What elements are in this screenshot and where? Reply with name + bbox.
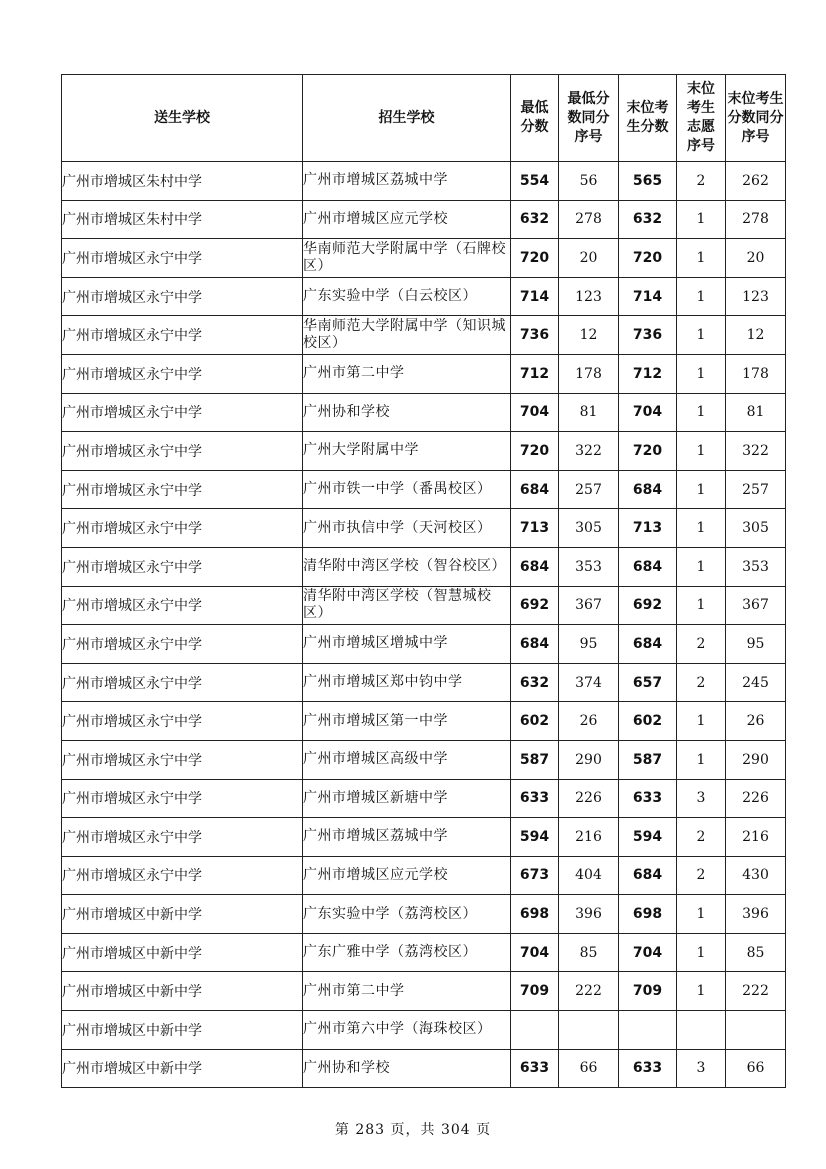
cell-sending-school: 广州市增城区朱村中学: [62, 200, 303, 239]
cell-admitting-school: 广州市增城区荔城中学: [303, 818, 511, 857]
cell-sending-school: 广州市增城区朱村中学: [62, 162, 303, 201]
cell-min-score-rank: 290: [559, 740, 619, 779]
table-row: [62, 393, 786, 432]
cell-last-score: 720: [619, 432, 677, 471]
cell-min-score: 554: [511, 162, 559, 201]
cell-min-score: 587: [511, 740, 559, 779]
cell-last-score-rank: 322: [726, 432, 786, 471]
cell-last-score-rank: 245: [726, 663, 786, 702]
cell-admitting-school: 广州市增城区高级中学: [303, 740, 511, 779]
cell-min-score: 704: [511, 393, 559, 432]
cell-last-score-rank: 290: [726, 740, 786, 779]
cell-last-choice-no: 2: [677, 162, 726, 201]
cell-last-choice-no: 1: [677, 740, 726, 779]
table-row: [62, 200, 786, 239]
cell-admitting-school: 广州市第二中学: [303, 354, 511, 393]
cell-admitting-school: 广州市增城区应元学校: [303, 200, 511, 239]
cell-min-score-rank: 374: [559, 663, 619, 702]
cell-min-score-rank: 404: [559, 856, 619, 895]
table-row: [62, 547, 786, 586]
cell-min-score: 673: [511, 856, 559, 895]
cell-admitting-school: 广州协和学校: [303, 393, 511, 432]
cell-min-score-rank: 85: [559, 933, 619, 972]
cell-sending-school: 广州市增城区永宁中学: [62, 547, 303, 586]
cell-admitting-school: 广东实验中学（荔湾校区）: [303, 895, 511, 934]
cell-last-score: 720: [619, 239, 677, 278]
table-row: [62, 972, 786, 1011]
cell-last-score-rank: 12: [726, 316, 786, 355]
cell-sending-school: 广州市增城区永宁中学: [62, 818, 303, 857]
cell-last-score: 565: [619, 162, 677, 201]
table-row: [62, 856, 786, 895]
table-row: [62, 239, 786, 278]
cell-last-choice-no: 1: [677, 200, 726, 239]
cell-sending-school: 广州市增城区永宁中学: [62, 432, 303, 471]
cell-last-score-rank: 430: [726, 856, 786, 895]
cell-admitting-school: 广东广雅中学（荔湾校区）: [303, 933, 511, 972]
cell-last-score-rank: 278: [726, 200, 786, 239]
cell-min-score: 736: [511, 316, 559, 355]
header-admitting-school: 招生学校: [303, 75, 511, 162]
cell-min-score-rank: 257: [559, 470, 619, 509]
cell-last-score: 704: [619, 933, 677, 972]
cell-last-choice-no: 1: [677, 972, 726, 1011]
cell-last-score: 712: [619, 354, 677, 393]
cell-last-score: 698: [619, 895, 677, 934]
cell-min-score-rank: 26: [559, 702, 619, 741]
cell-last-score: 684: [619, 625, 677, 664]
cell-last-score-rank: 26: [726, 702, 786, 741]
cell-sending-school: 广州市增城区永宁中学: [62, 625, 303, 664]
cell-min-score-rank: 56: [559, 162, 619, 201]
cell-min-score-rank: 20: [559, 239, 619, 278]
cell-min-score: 712: [511, 354, 559, 393]
cell-last-score-rank: 81: [726, 393, 786, 432]
header-last-choice-no: 末位 考生 志愿 序号: [677, 75, 726, 162]
cell-admitting-school: 广州市增城区第一中学: [303, 702, 511, 741]
cell-last-choice-no: 2: [677, 625, 726, 664]
cell-last-score-rank: 216: [726, 818, 786, 857]
cell-last-score: 602: [619, 702, 677, 741]
cell-admitting-school: 广州市增城区新塘中学: [303, 779, 511, 818]
cell-last-score: 692: [619, 586, 677, 625]
header-sending-school: 送生学校: [62, 75, 303, 162]
cell-last-choice-no: 1: [677, 895, 726, 934]
cell-last-choice-no: 2: [677, 856, 726, 895]
cell-sending-school: 广州市增城区永宁中学: [62, 856, 303, 895]
cell-min-score-rank: 95: [559, 625, 619, 664]
cell-last-score: 594: [619, 818, 677, 857]
cell-admitting-school: 广州市增城区郑中钧中学: [303, 663, 511, 702]
table-row: [62, 432, 786, 471]
cell-last-choice-no: 3: [677, 1049, 726, 1088]
cell-last-choice-no: 1: [677, 702, 726, 741]
cell-min-score-rank: 226: [559, 779, 619, 818]
cell-min-score: 714: [511, 277, 559, 316]
cell-last-score: 709: [619, 972, 677, 1011]
table-header-row: [62, 75, 786, 162]
page-number-footer: 第 283 页，共 304 页: [334, 1122, 492, 1138]
cell-last-score: 657: [619, 663, 677, 702]
cell-min-score: 633: [511, 1049, 559, 1088]
cell-last-score-rank: [726, 1011, 786, 1050]
cell-admitting-school: 华南师范大学附属中学（石牌校区）: [303, 239, 511, 278]
cell-min-score-rank: 396: [559, 895, 619, 934]
cell-last-score: 684: [619, 470, 677, 509]
cell-min-score-rank: 216: [559, 818, 619, 857]
cell-last-score-rank: 95: [726, 625, 786, 664]
cell-min-score: 698: [511, 895, 559, 934]
cell-last-choice-no: 1: [677, 316, 726, 355]
table-row: [62, 509, 786, 548]
cell-sending-school: 广州市增城区中新中学: [62, 1011, 303, 1050]
table-row: [62, 1049, 786, 1088]
cell-sending-school: 广州市增城区永宁中学: [62, 316, 303, 355]
cell-last-score: 633: [619, 1049, 677, 1088]
cell-last-score: 684: [619, 547, 677, 586]
cell-admitting-school: 广州市增城区增城中学: [303, 625, 511, 664]
cell-last-score-rank: 305: [726, 509, 786, 548]
cell-admitting-school: 广东实验中学（白云校区）: [303, 277, 511, 316]
cell-last-choice-no: 2: [677, 818, 726, 857]
cell-min-score: 594: [511, 818, 559, 857]
cell-sending-school: 广州市增城区永宁中学: [62, 740, 303, 779]
cell-last-score-rank: 367: [726, 586, 786, 625]
cell-last-choice-no: 2: [677, 663, 726, 702]
table-row: [62, 277, 786, 316]
table-row: [62, 625, 786, 664]
header-last-score-rank: 末位考生 分数同分 序号: [726, 75, 786, 162]
table-row: [62, 1011, 786, 1050]
cell-min-score: 692: [511, 586, 559, 625]
cell-min-score-rank: 305: [559, 509, 619, 548]
header-min-score-rank: 最低分 数同分 序号: [559, 75, 619, 162]
cell-min-score-rank: 81: [559, 393, 619, 432]
cell-admitting-school: 清华附中湾区学校（智谷校区）: [303, 547, 511, 586]
cell-sending-school: 广州市增城区永宁中学: [62, 470, 303, 509]
table-row: [62, 586, 786, 625]
admission-score-table: [61, 74, 786, 1088]
cell-sending-school: 广州市增城区永宁中学: [62, 239, 303, 278]
cell-min-score: [511, 1011, 559, 1050]
cell-last-score: 587: [619, 740, 677, 779]
cell-admitting-school: 广州协和学校: [303, 1049, 511, 1088]
table-row: [62, 740, 786, 779]
cell-admitting-school: 广州大学附属中学: [303, 432, 511, 471]
cell-min-score: 709: [511, 972, 559, 1011]
cell-min-score-rank: 367: [559, 586, 619, 625]
cell-last-score-rank: 66: [726, 1049, 786, 1088]
cell-min-score: 684: [511, 547, 559, 586]
cell-last-choice-no: 1: [677, 547, 726, 586]
cell-min-score-rank: 322: [559, 432, 619, 471]
cell-last-choice-no: 1: [677, 277, 726, 316]
cell-last-choice-no: 1: [677, 586, 726, 625]
cell-sending-school: 广州市增城区中新中学: [62, 1049, 303, 1088]
cell-min-score: 684: [511, 625, 559, 664]
header-min-score: 最低 分数: [511, 75, 559, 162]
cell-sending-school: 广州市增城区永宁中学: [62, 663, 303, 702]
cell-last-score: 684: [619, 856, 677, 895]
cell-last-score: 704: [619, 393, 677, 432]
cell-admitting-school: 广州市铁一中学（番禺校区）: [303, 470, 511, 509]
table-row: [62, 470, 786, 509]
cell-admitting-school: 广州市执信中学（天河校区）: [303, 509, 511, 548]
cell-admitting-school: 广州市第六中学（海珠校区）: [303, 1011, 511, 1050]
cell-sending-school: 广州市增城区中新中学: [62, 895, 303, 934]
cell-admitting-school: 清华附中湾区学校（智慧城校区）: [303, 586, 511, 625]
table-row: [62, 933, 786, 972]
cell-min-score-rank: [559, 1011, 619, 1050]
cell-min-score-rank: 278: [559, 200, 619, 239]
cell-last-score: 632: [619, 200, 677, 239]
table-body: [62, 162, 786, 1088]
table-row: [62, 818, 786, 857]
cell-last-score-rank: 85: [726, 933, 786, 972]
cell-last-choice-no: 1: [677, 470, 726, 509]
table-row: [62, 895, 786, 934]
cell-sending-school: 广州市增城区永宁中学: [62, 277, 303, 316]
cell-last-score-rank: 353: [726, 547, 786, 586]
cell-min-score-rank: 12: [559, 316, 619, 355]
cell-sending-school: 广州市增城区永宁中学: [62, 779, 303, 818]
cell-last-score: [619, 1011, 677, 1050]
cell-last-score-rank: 222: [726, 972, 786, 1011]
table-row: [62, 663, 786, 702]
cell-last-choice-no: 1: [677, 509, 726, 548]
cell-last-score: 633: [619, 779, 677, 818]
cell-sending-school: 广州市增城区中新中学: [62, 933, 303, 972]
cell-admitting-school: 广州市第二中学: [303, 972, 511, 1011]
cell-min-score: 633: [511, 779, 559, 818]
cell-min-score: 632: [511, 663, 559, 702]
cell-sending-school: 广州市增城区永宁中学: [62, 393, 303, 432]
cell-last-choice-no: 1: [677, 393, 726, 432]
cell-last-choice-no: 1: [677, 354, 726, 393]
cell-last-choice-no: 1: [677, 933, 726, 972]
cell-admitting-school: 华南师范大学附属中学（知识城校区）: [303, 316, 511, 355]
cell-last-score-rank: 396: [726, 895, 786, 934]
table-row: [62, 162, 786, 201]
cell-min-score: 684: [511, 470, 559, 509]
cell-min-score: 720: [511, 432, 559, 471]
cell-last-choice-no: 3: [677, 779, 726, 818]
cell-admitting-school: 广州市增城区应元学校: [303, 856, 511, 895]
table-row: [62, 316, 786, 355]
cell-sending-school: 广州市增城区中新中学: [62, 972, 303, 1011]
cell-admitting-school: 广州市增城区荔城中学: [303, 162, 511, 201]
table-row: [62, 702, 786, 741]
cell-last-score-rank: 20: [726, 239, 786, 278]
cell-last-choice-no: 1: [677, 239, 726, 278]
cell-last-score-rank: 257: [726, 470, 786, 509]
cell-min-score: 602: [511, 702, 559, 741]
cell-min-score-rank: 222: [559, 972, 619, 1011]
header-last-score: 末位考 生分数: [619, 75, 677, 162]
cell-sending-school: 广州市增城区永宁中学: [62, 509, 303, 548]
cell-sending-school: 广州市增城区永宁中学: [62, 702, 303, 741]
cell-last-score: 713: [619, 509, 677, 548]
cell-last-score-rank: 178: [726, 354, 786, 393]
cell-sending-school: 广州市增城区永宁中学: [62, 586, 303, 625]
cell-min-score-rank: 353: [559, 547, 619, 586]
cell-min-score-rank: 178: [559, 354, 619, 393]
table-row: [62, 779, 786, 818]
cell-last-score-rank: 226: [726, 779, 786, 818]
cell-last-score: 714: [619, 277, 677, 316]
cell-min-score: 720: [511, 239, 559, 278]
cell-last-score: 736: [619, 316, 677, 355]
cell-sending-school: 广州市增城区永宁中学: [62, 354, 303, 393]
cell-min-score: 704: [511, 933, 559, 972]
cell-last-choice-no: 1: [677, 432, 726, 471]
cell-min-score-rank: 123: [559, 277, 619, 316]
cell-last-score-rank: 123: [726, 277, 786, 316]
table-row: [62, 354, 786, 393]
cell-min-score-rank: 66: [559, 1049, 619, 1088]
cell-last-choice-no: [677, 1011, 726, 1050]
cell-min-score: 713: [511, 509, 559, 548]
cell-min-score: 632: [511, 200, 559, 239]
cell-last-score-rank: 262: [726, 162, 786, 201]
